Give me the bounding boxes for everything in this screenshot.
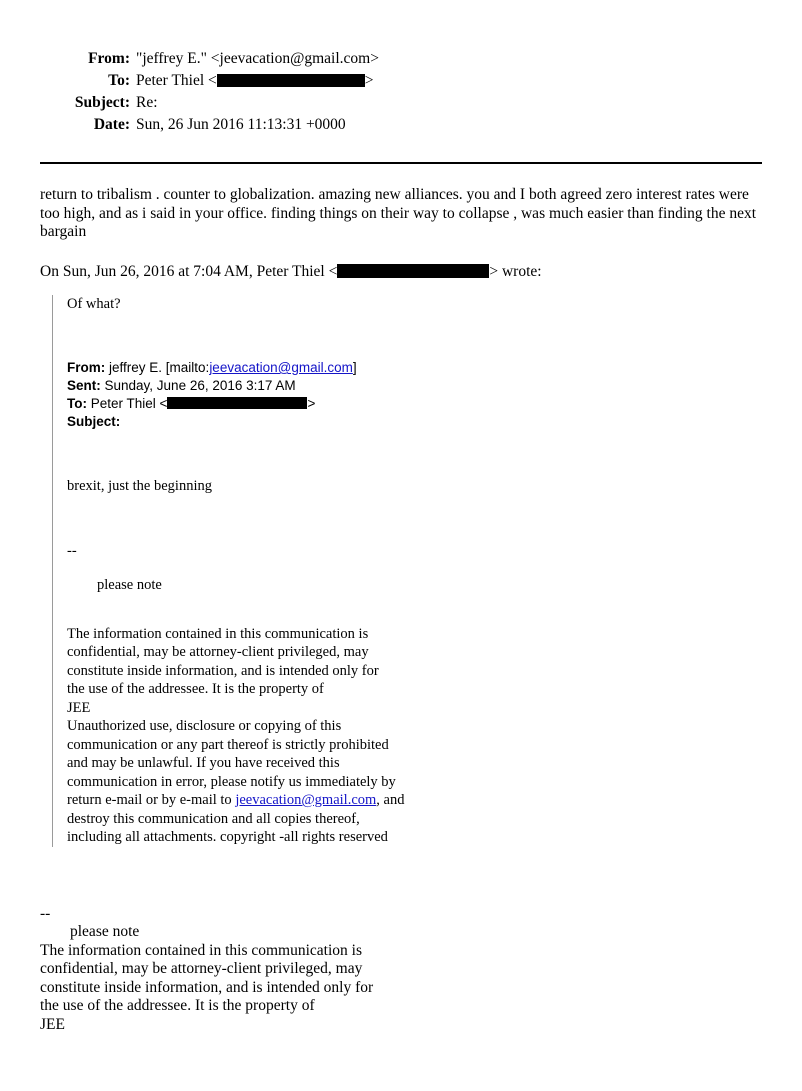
quoted-to-suffix: > (307, 396, 316, 411)
to-label: To: (108, 72, 130, 89)
quoted-to-label: To: (67, 396, 87, 411)
header-row-from (40, 48, 762, 70)
disclaimer-line: The information contained in this communication is (67, 625, 369, 642)
quoted-please-note: please note (97, 577, 162, 593)
quote-spacer-3 (67, 496, 762, 542)
quoted-from-suffix: ] (352, 360, 357, 375)
quoted-header-subject (67, 413, 762, 431)
disclaimer-line: communication in error, please notify us immediately by (67, 773, 396, 790)
disclaimer-email-line (67, 791, 762, 810)
quoted-signature-dashes: -- (67, 542, 77, 559)
quoted-from-email-link[interactable]: jeevacation@gmail.com (209, 360, 353, 375)
email-header (0, 48, 802, 136)
quote-attribution-line (40, 262, 762, 281)
trailing-disclaimer-line: constitute inside information, and is intended only for (40, 978, 374, 996)
from-value: "jeffrey E." <jeevacation@gmail.com> (136, 50, 379, 67)
trailing-disclaimer-line: JEE (40, 1015, 65, 1033)
trailing-disclaimer-line: the use of the addressee. It is the property of (40, 997, 315, 1014)
quoted-disclaimer (67, 625, 762, 847)
header-row-to (40, 70, 762, 92)
from-label: From: (88, 50, 130, 67)
quote-spacer-1 (67, 313, 762, 359)
redaction-bar-quote-attribution (337, 264, 489, 278)
body-paragraph: return to tribalism . counter to globalization. amazing new alliances. you and I both agreed zero interest rates were too high, and as i said in your office. finding things on their way to collapse , was much easier than finding the next bargain (40, 186, 757, 240)
quoted-message (52, 295, 762, 847)
quoted-subject-label: Subject: (67, 414, 121, 429)
to-value-prefix: Peter Thiel < (136, 72, 217, 89)
quoted-to-prefix: Peter Thiel < (90, 396, 168, 411)
quote-attribution-suffix: > wrote: (489, 262, 542, 280)
quoted-header-from (67, 359, 762, 377)
header-divider (40, 162, 762, 164)
disclaimer-email-suffix: , and (376, 792, 405, 808)
quoted-reply-line: Of what? (67, 295, 121, 312)
disclaimer-line: Unauthorized use, disclosure or copying of this (67, 718, 342, 734)
to-value-suffix: > (364, 72, 374, 89)
quoted-from-prefix: jeffrey E. [mailto: (109, 360, 210, 375)
disclaimer-email-link[interactable]: jeevacation@gmail.com (235, 792, 377, 808)
quoted-header-to (67, 395, 762, 413)
disclaimer-line: including all attachments. copyright -all rights reserved (67, 829, 388, 845)
quoted-sent-label: Sent: (67, 378, 101, 393)
disclaimer-line: constitute inside information, and is intended only for (67, 662, 379, 679)
quote-spacer-2 (67, 431, 762, 477)
quote-attribution-prefix: On Sun, Jun 26, 2016 at 7:04 AM, Peter Thiel < (40, 262, 338, 280)
disclaimer-line: communication or any part thereof is strictly prohibited (67, 736, 389, 753)
subject-value: Re: (136, 94, 158, 111)
trailing-disclaimer-line: confidential, may be attorney-client privileged, may (40, 960, 363, 977)
disclaimer-line: the use of the addressee. It is the property of (67, 681, 324, 697)
date-value: Sun, 26 Jun 2016 11:13:31 +0000 (136, 116, 346, 133)
disclaimer-line: JEE (67, 699, 91, 716)
header-row-date (40, 114, 762, 136)
quote-spacer-5 (67, 595, 762, 625)
quoted-sent-value: Sunday, June 26, 2016 3:17 AM (104, 378, 296, 393)
disclaimer-line: destroy this communication and all copies thereof, (67, 810, 360, 827)
quote-spacer-4 (67, 560, 762, 576)
quoted-from-label: From: (67, 360, 106, 375)
quoted-message-text: brexit, just the beginning (67, 478, 212, 494)
header-row-subject (40, 92, 762, 114)
subject-label: Subject: (74, 94, 130, 111)
email-body (0, 186, 802, 847)
trailing-signature (0, 905, 802, 1035)
disclaimer-line: and may be unlawful. If you have received this (67, 755, 340, 771)
trailing-disclaimer-line: The information contained in this communication is (40, 941, 362, 959)
document-page (0, 48, 802, 1091)
disclaimer-line: confidential, may be attorney-client privileged, may (67, 644, 369, 660)
trailing-signature-dashes: -- (40, 904, 51, 922)
redaction-bar-quoted-to (167, 397, 307, 409)
quoted-header-sent (67, 377, 762, 395)
date-label: Date: (93, 116, 130, 133)
redaction-bar-to (217, 74, 365, 87)
trailing-please-note: please note (70, 923, 140, 940)
disclaimer-email-prefix: return e-mail or by e-mail to (67, 792, 236, 808)
to-value (136, 70, 762, 92)
